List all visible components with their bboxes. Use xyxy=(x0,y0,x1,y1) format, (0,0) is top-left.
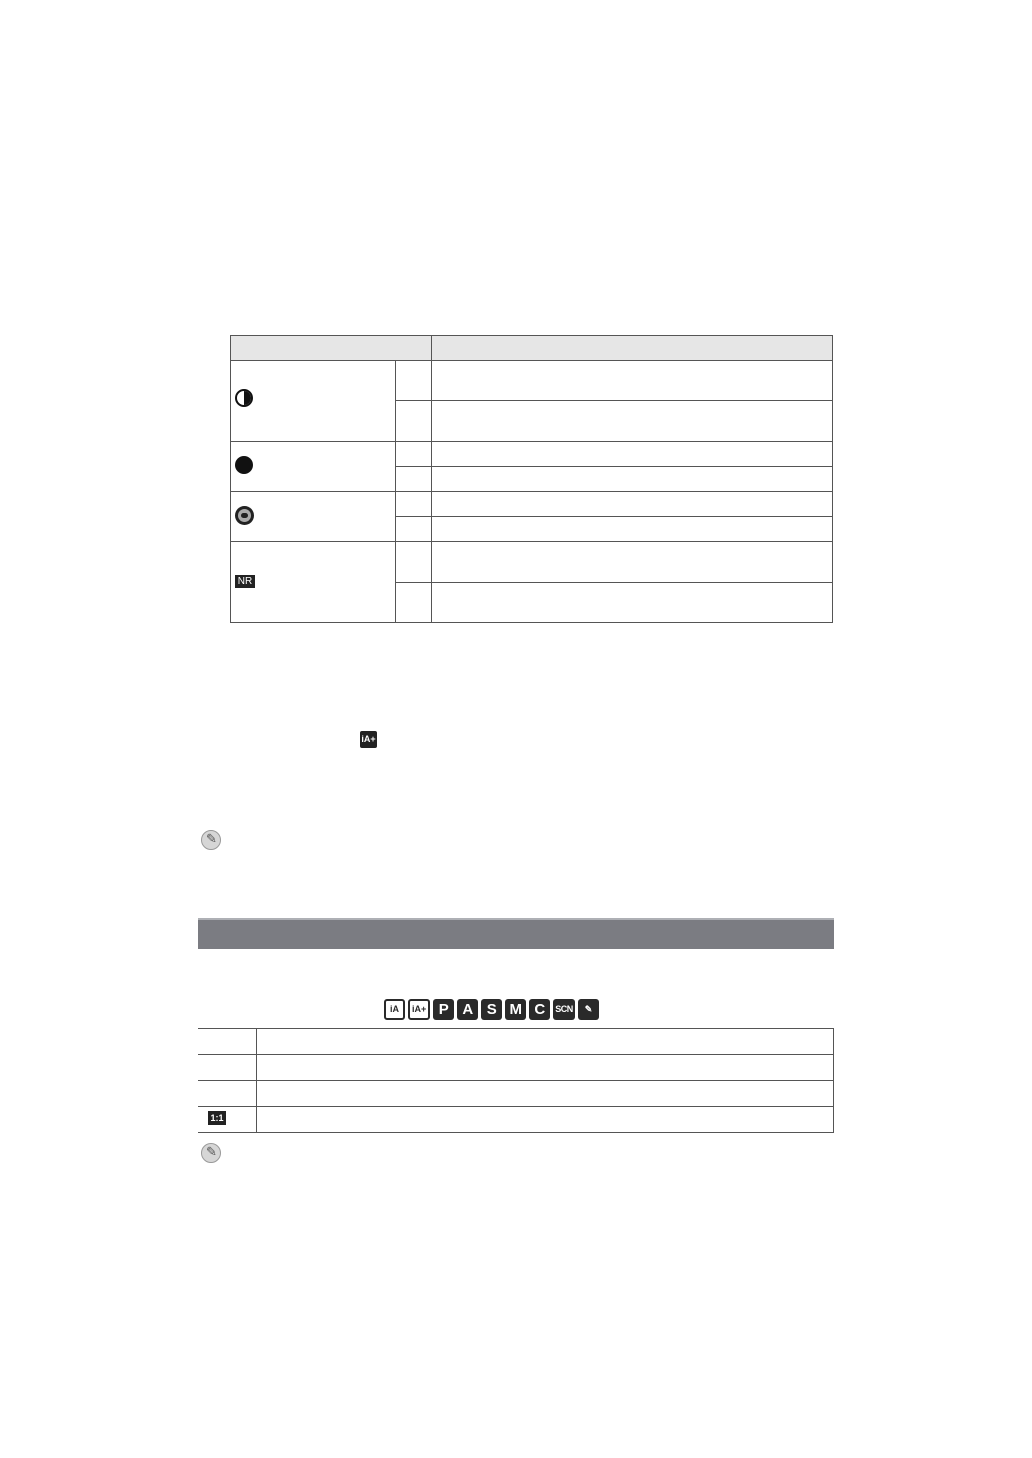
program-ae-mode-icon: P xyxy=(433,999,454,1020)
aperture-priority-mode-icon: A xyxy=(457,999,478,1020)
note-pencil-icon xyxy=(201,1143,221,1163)
table1-divider xyxy=(396,466,833,467)
table2-divider xyxy=(198,1054,834,1055)
intelligent-auto-mode-icon: iA xyxy=(384,999,405,1020)
nr-icon: NR xyxy=(235,575,255,588)
table2-divider xyxy=(198,1106,834,1107)
intelligent-auto-plus-icon: iA+ xyxy=(360,731,377,748)
manual-exposure-mode-icon: M xyxy=(505,999,526,1020)
section-header-bar xyxy=(198,918,834,949)
table1-divider xyxy=(230,441,833,442)
table1 xyxy=(230,335,833,623)
table2-divider xyxy=(833,1028,834,1132)
shutter-priority-mode-icon: S xyxy=(481,999,502,1020)
table1-divider xyxy=(395,360,396,623)
contrast-icon xyxy=(235,389,253,407)
table2-divider xyxy=(198,1028,834,1029)
applicable-modes xyxy=(384,999,599,1020)
table1-divider xyxy=(396,516,833,517)
table1-divider xyxy=(396,582,833,583)
saturation-icon xyxy=(235,456,253,474)
table1-divider xyxy=(230,491,833,492)
note-pencil-icon xyxy=(201,830,221,850)
table2-divider xyxy=(256,1028,257,1132)
table2-divider xyxy=(198,1132,834,1133)
custom-mode-icon: C xyxy=(529,999,550,1020)
table1-divider xyxy=(230,360,833,361)
creative-control-mode-icon: ✎ xyxy=(578,999,599,1020)
hue-icon xyxy=(235,506,254,525)
table1-divider xyxy=(396,400,833,401)
table1-divider xyxy=(230,541,833,542)
table1-divider xyxy=(431,336,432,623)
scene-mode-icon: SCN xyxy=(553,999,575,1020)
intelligent-auto-plus-mode-icon: iA+ xyxy=(408,999,430,1020)
aspect-1-1-icon: 1:1 xyxy=(208,1111,226,1125)
table2-divider xyxy=(198,1080,834,1081)
